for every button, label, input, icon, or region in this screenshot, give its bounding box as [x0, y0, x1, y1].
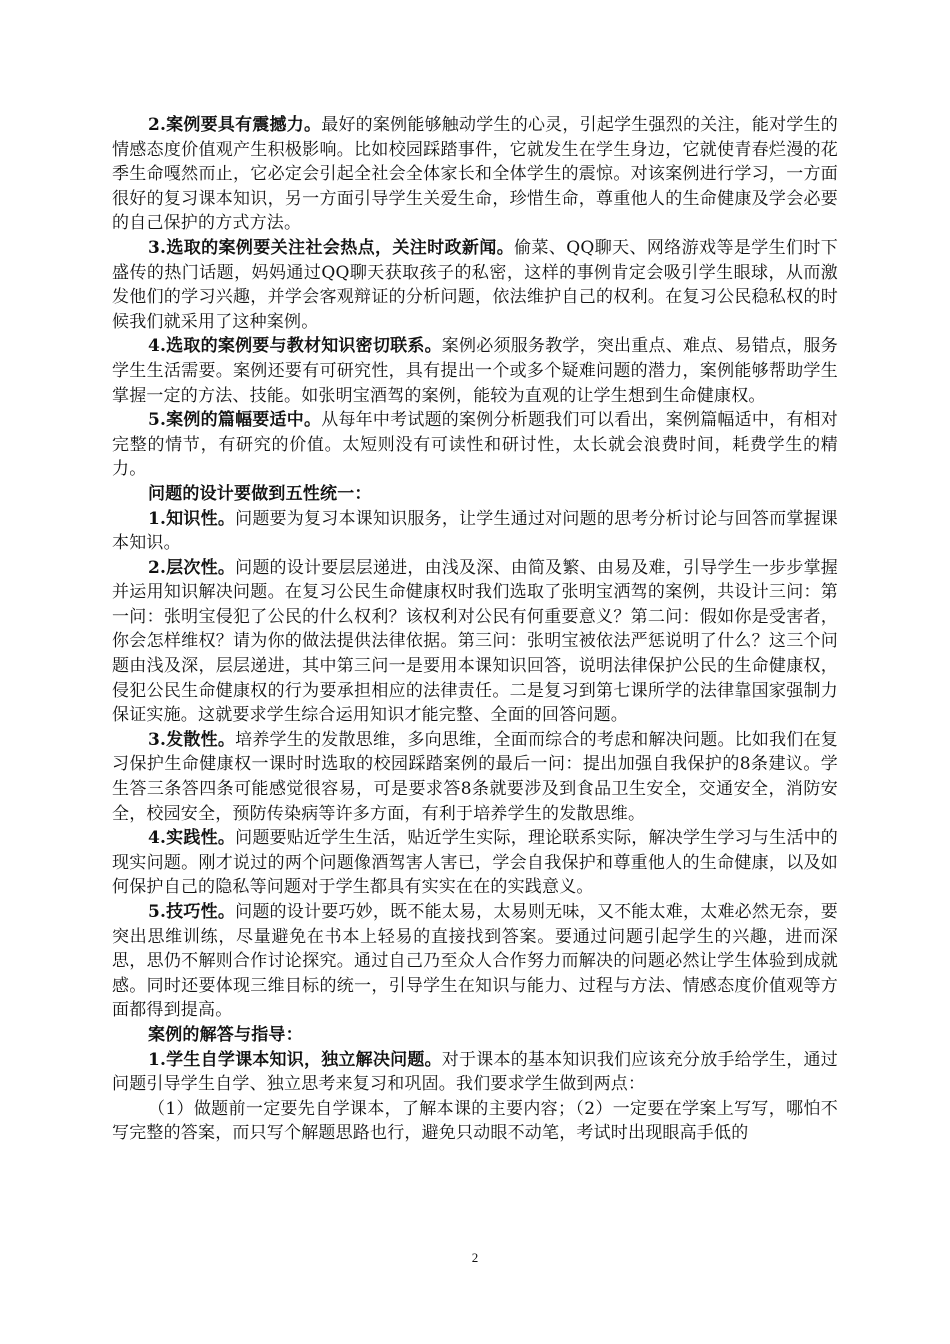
paragraph-practice — [112, 826, 838, 900]
paragraph-lead: 5.技巧性。 — [148, 902, 236, 922]
paragraph-lead: 3.发散性。 — [148, 729, 236, 750]
document-page — [112, 113, 838, 1146]
paragraph-lead: 5.案例的篇幅要适中。 — [148, 410, 322, 431]
paragraph-requirements — [112, 1097, 838, 1146]
section-heading-question-design — [112, 482, 838, 507]
paragraph-lead: 3.选取的案例要关注社会热点，关注时政新闻。 — [148, 237, 515, 258]
heading-text: 案例的解答与指导： — [148, 1024, 303, 1045]
paragraph-text: 对于课本的基本知识我们应该充分放手给学生，通过问题引导学生自学、独立思考来复习和巩固。我们要求学生做到两点： — [112, 1049, 838, 1095]
paragraph-divergence — [112, 728, 838, 826]
paragraph-1 — [112, 113, 838, 236]
paragraph-knowledge — [112, 507, 838, 556]
paragraph-skill — [112, 900, 838, 1023]
paragraph-3 — [112, 334, 838, 408]
paragraph-text: 问题要为复习本课知识服务，让学生通过对问题的思考分析讨论与回答而掌握课本知识。 — [112, 508, 839, 554]
paragraph-lead: 1.学生自学课本知识，独立解决问题。 — [148, 1049, 442, 1070]
paragraph-text: 问题要贴近学生生活，贴近学生实际，理论联系实际，解决学生学习与生活中的现实问题。刚才说过的两个问题像酒驾害人害已，学会自我保护和尊重他人的生命健康，以及如何保护自己的隐私等问题对于学生都具有实实在在的实践意义。 — [112, 828, 839, 898]
paragraph-text: 最好的案例能够触动学生的心灵，引起学生强烈的关注，能对学生的情感态度价值观产生积极影响。比如校园踩踏事件，它就发生在学生身边，它就使青春烂漫的花季生命嘎然而止，它必定会引起全社会全体家长和全体学生的震惊。对该案例进行学习，一方面很好的复习课本知识，另一方面引导学生关爱生命，珍惜生命，尊重他人的生命健康及学会必要的自己保护的方式方法。 — [112, 115, 838, 234]
paragraph-2 — [112, 236, 838, 334]
paragraph-text: 偷菜、QQ聊天、网络游戏等是学生们时下盛传的热门话题，妈妈通过QQ聊天获取孩子的私密，这样的事例肯定会吸引学生眼球，从而激发他们的学习兴趣，并学会客观辩证的分析问题，依法维护自己的权利。在复习公民稳私权的时候我们就采用了这种案例。 — [112, 237, 838, 332]
heading-text: 问题的设计要做到五性统一： — [148, 483, 372, 504]
paragraph-lead: 2.层次性。 — [148, 557, 236, 578]
paragraph-text: 问题的设计要层层递进，由浅及深、由简及繁、由易及难，引导学生一步步掌握并运用知识解决问题。在复习公民生命健康权时我们选取了张明宝洒驾的案例，共设计三问：第一问：张明宝侵犯了公民的什么权利？该权利对公民有何重要意义？第二问：假如你是受害者，你会怎样维权？请为你的做法提供法律依据。第三问：张明宝被依法严惩说明了什么？这三个问题由浅及深，层层递进，其中第三问一是要用本课知识回答，说明法律保护公民的生命健康权，侵犯公民生命健康权的行为要承担相应的法律责任。二是复习到第七课所学的法律靠国家强制力保证实施。这就要求学生综合运用知识才能完整、全面的回答问题。 — [112, 557, 839, 726]
paragraph-text: 案例必须服务教学，突出重点、难点、易错点，服务学生生活需要。案例还要有可研究性，具有提出一个或多个疑难问题的潜力，案例能够帮助学生掌握一定的方法、技能。如张明宝酒驾的案例，能较为直观的让学生想到生命健康权。 — [112, 336, 838, 406]
paragraph-text: 问题的设计要巧妙，既不能太易，太易则无味，又不能太难，太难必然无奈，要突出思维训练，尽量避免在书本上轻易的直接找到答案。要通过问题引起学生的兴趣，进而深思，思仍不解则合作讨论探究。通过自己乃至众人合作努力而解决的问题必然让学生体验到成就感。同时还要体现三维目标的统一，引导学生在知识与能力、过程与方法、情感态度价值观等方面都得到提高。 — [112, 902, 839, 1021]
paragraph-text: （1）做题前一定要先自学课本，了解本课的主要内容；（2）一定要在学案上写写，哪怕不写完整的答案，而只写个解题思路也行，避免只动眼不动笔，考试时出现眼高手低的 — [112, 1098, 838, 1144]
paragraph-lead: 4.选取的案例要与教材知识密切联系。 — [148, 336, 442, 357]
paragraph-hierarchy — [112, 556, 838, 728]
paragraph-self-study — [112, 1048, 838, 1097]
paragraph-lead: 1.知识性。 — [148, 508, 236, 529]
paragraph-lead: 4.实践性。 — [148, 828, 236, 849]
paragraph-text: 培养学生的发散思维，多向思维，全面而综合的考虑和解决问题。比如我们在复习保护生命健康权一课时时选取的校园踩踏案例的最后一问：提出加强自我保护的8条建议。学生答三条答四条可能感觉很容易，可是要求答8条就要涉及到食品卫生安全，交通安全，消防安全，校园安全，预防传染病等许多方面，有利于培养学生的发散思维。 — [112, 729, 839, 824]
paragraph-text: 从每年中考试题的案例分析题我们可以看出，案例篇幅适中，有相对完整的情节，有研究的价值。太短则没有可读性和研讨性，太长就会浪费时间，耗费学生的精力。 — [112, 410, 838, 480]
paragraph-lead: 2.案例要具有震撼力。 — [148, 115, 322, 135]
page-number: 2 — [471, 1250, 479, 1265]
paragraph-4 — [112, 408, 838, 482]
section-heading-case-answers — [112, 1023, 838, 1048]
